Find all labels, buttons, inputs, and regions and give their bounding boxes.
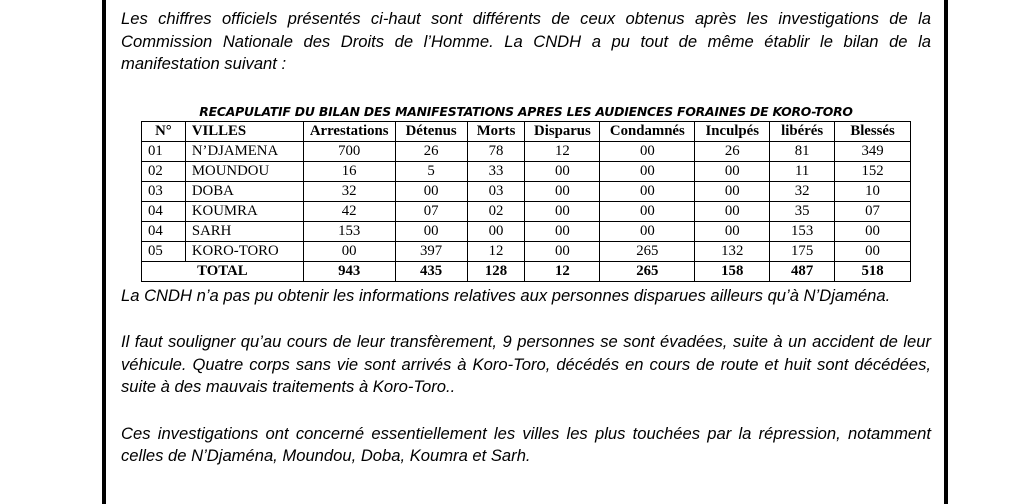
total-value: 435 [395, 261, 467, 281]
cell-value: 07 [835, 201, 911, 221]
cell-value: 33 [467, 161, 525, 181]
cell-value: 11 [770, 161, 835, 181]
total-value: 487 [770, 261, 835, 281]
row-city: N’DJAMENA [185, 141, 303, 161]
cell-value: 153 [303, 221, 395, 241]
header-cell: VILLES [185, 121, 303, 141]
header-cell: Blessés [835, 121, 911, 141]
header-cell: Inculpés [695, 121, 770, 141]
cell-value: 16 [303, 161, 395, 181]
row-city: MOUNDOU [185, 161, 303, 181]
cell-value: 42 [303, 201, 395, 221]
transfer-paragraph: Il faut souligner qu’au cours de leur transfèrement, 9 personnes se sont évadées, suite à un accident de leur véhicule. Quatre corps sans vie sont arrivés à Koro-Toro, décédés en cours de route et huit sont décédées, suite à des mauvais traitements à Koro-Toro.. [121, 332, 931, 396]
table-title: RECAPULATIF DU BILAN DES MANIFESTATIONS APRES LES AUDIENCES FORAINES DE KORO-TORO [199, 103, 853, 119]
cell-value: 00 [600, 201, 695, 221]
header-cell: Détenus [395, 121, 467, 141]
cell-value: 00 [695, 201, 770, 221]
row-city: DOBA [185, 181, 303, 201]
cell-value: 00 [467, 221, 525, 241]
cell-value: 00 [525, 161, 600, 181]
cell-value: 00 [303, 241, 395, 261]
total-row [142, 261, 911, 281]
total-label: TOTAL [142, 261, 304, 281]
cell-value: 265 [600, 241, 695, 261]
table-row [142, 161, 911, 181]
table-row [142, 141, 911, 161]
row-number: 01 [142, 141, 186, 161]
header-cell: Morts [467, 121, 525, 141]
cell-value: 02 [467, 201, 525, 221]
cell-value: 32 [303, 181, 395, 201]
cell-value: 35 [770, 201, 835, 221]
cell-value: 700 [303, 141, 395, 161]
table-header-row [142, 121, 911, 141]
cell-value: 00 [600, 181, 695, 201]
cell-value: 00 [525, 201, 600, 221]
cell-value: 00 [600, 221, 695, 241]
row-city: KORO-TORO [185, 241, 303, 261]
document-body [121, 8, 931, 468]
cell-value: 00 [395, 181, 467, 201]
cell-value: 81 [770, 141, 835, 161]
total-value: 943 [303, 261, 395, 281]
cell-value: 132 [695, 241, 770, 261]
row-city: KOUMRA [185, 201, 303, 221]
cell-value: 00 [695, 181, 770, 201]
total-value: 265 [600, 261, 695, 281]
row-number: 02 [142, 161, 186, 181]
header-cell: Arrestations [303, 121, 395, 141]
row-number: 04 [142, 201, 186, 221]
cell-value: 00 [600, 161, 695, 181]
table-row [142, 201, 911, 221]
cell-value: 12 [467, 241, 525, 261]
cndh-note-paragraph: La CNDH n’a pas pu obtenir les informations relatives aux personnes disparues ailleurs qu’à N’Djaména. [121, 285, 891, 305]
page-border-right [944, 0, 948, 504]
cell-value: 00 [395, 221, 467, 241]
cell-value: 26 [695, 141, 770, 161]
total-value: 158 [695, 261, 770, 281]
cell-value: 00 [695, 161, 770, 181]
total-value: 12 [525, 261, 600, 281]
cell-value: 397 [395, 241, 467, 261]
cell-value: 00 [695, 221, 770, 241]
row-number: 04 [142, 221, 186, 241]
total-value: 518 [835, 261, 911, 281]
row-number: 03 [142, 181, 186, 201]
cell-value: 03 [467, 181, 525, 201]
table-row [142, 181, 911, 201]
row-city: SARH [185, 221, 303, 241]
cell-value: 07 [395, 201, 467, 221]
total-value: 128 [467, 261, 525, 281]
cell-value: 10 [835, 181, 911, 201]
paragraph-spacer [121, 307, 931, 331]
bilan-table [141, 121, 911, 282]
cell-value: 00 [835, 221, 911, 241]
header-cell: libérés [770, 121, 835, 141]
table-row [142, 241, 911, 261]
cell-value: 175 [770, 241, 835, 261]
paragraph-spacer [121, 399, 931, 423]
cell-value: 00 [600, 141, 695, 161]
cell-value: 5 [395, 161, 467, 181]
table-row [142, 221, 911, 241]
page-border-left [102, 0, 106, 504]
header-cell: Disparus [525, 121, 600, 141]
cell-value: 00 [525, 181, 600, 201]
row-number: 05 [142, 241, 186, 261]
intro-paragraph: Les chiffres officiels présentés ci-haut sont différents de ceux obtenus après les investigations de la Commission Nationale des Droits de l’Homme. La CNDH a pu tout de même établir le bilan de la manifestation suivant : [121, 9, 931, 73]
cell-value: 153 [770, 221, 835, 241]
investigation-paragraph: Ces investigations ont concerné essentiellement les villes les plus touchées par la répression, notamment celles de N’Djaména, Moundou, Doba, Koumra et Sarh. [121, 423, 931, 465]
cell-value: 00 [525, 241, 600, 261]
cell-value: 26 [395, 141, 467, 161]
cell-value: 12 [525, 141, 600, 161]
cell-value: 00 [835, 241, 911, 261]
cell-value: 00 [525, 221, 600, 241]
cell-value: 152 [835, 161, 911, 181]
header-cell: Condamnés [600, 121, 695, 141]
header-cell: N° [142, 121, 186, 141]
cell-value: 349 [835, 141, 911, 161]
cell-value: 32 [770, 181, 835, 201]
cell-value: 78 [467, 141, 525, 161]
